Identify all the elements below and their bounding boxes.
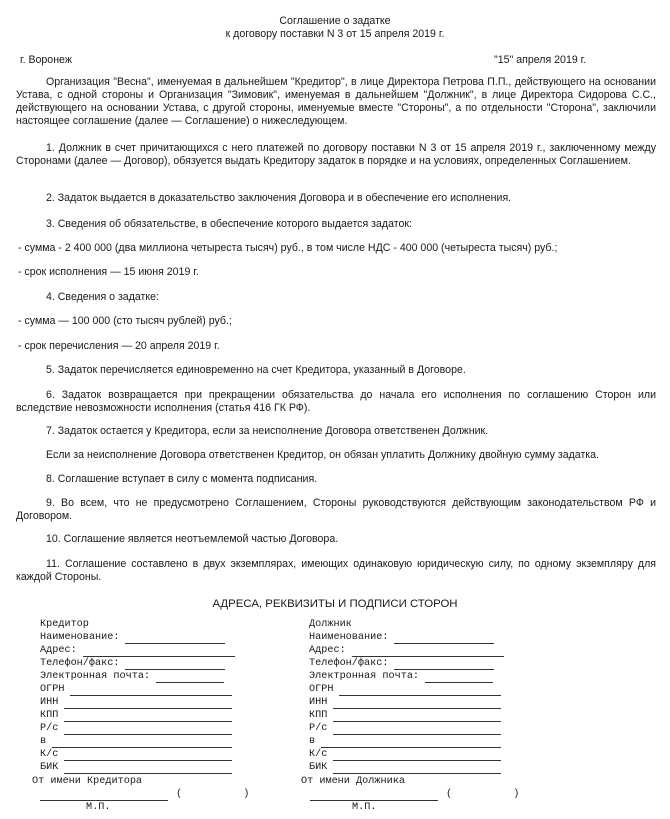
signature-line[interactable] [40, 790, 168, 801]
field-label: Электронная почта: [40, 671, 151, 682]
agreement-date: "15" апреля 2019 г. [494, 54, 587, 66]
clause-5: 5. Задаток перечисляется единовременно на счет Кредитора, указанный в Договоре. [46, 364, 466, 376]
document-subtitle: к договору поставки N 3 от 15 апреля 2019 г. [225, 28, 445, 40]
debtor-requisites [301, 618, 569, 788]
blank-line[interactable] [156, 672, 224, 683]
field-label: Р/с [40, 723, 59, 734]
clause-8: 8. Соглашение вступает в силу с момента подписания. [46, 473, 318, 485]
field-label: КПП [40, 710, 59, 721]
field-label: в [309, 736, 316, 747]
clause-3: 3. Сведения об обязательстве, в обеспечение которого выдается задаток: [46, 218, 412, 230]
clause-11: 11. Соглашение составлено в двух экземплярах, имеющих одинаковую юридическую силу, по одному экземпляру для каждой Стороны. [16, 558, 656, 583]
field-label: Наименование: [309, 632, 389, 643]
requisites-title: АДРЕСА, РЕКВИЗИТЫ И ПОДПИСИ СТОРОН [212, 598, 458, 610]
blank-line[interactable] [394, 633, 494, 644]
creditor-field-row [40, 683, 300, 696]
field-label: Адрес: [40, 645, 77, 656]
signature-name-paren: ( ) [446, 789, 520, 800]
document-title: Соглашение о задатке [279, 15, 391, 27]
clause-3-term: - срок исполнения — 15 июня 2019 г. [18, 266, 199, 278]
creditor-on-behalf: От имени Кредитора [32, 776, 143, 787]
creditor-field-row [40, 657, 300, 670]
debtor-field-row [309, 644, 569, 657]
clause-6: 6. Задаток возвращается при прекращении обязательства до начала его исполнения по соглашению Сторон или вследствие невозможности исполнения (статья 416 ГК РФ). [16, 389, 656, 414]
debtor-field-row [309, 735, 569, 748]
blank-line[interactable] [52, 737, 232, 748]
blank-line[interactable] [83, 646, 235, 657]
field-label: Р/с [309, 723, 328, 734]
clause-10: 10. Соглашение является неотъемлемой частью Договора. [46, 533, 339, 545]
creditor-requisites [32, 618, 300, 788]
debtor-field-row [309, 761, 569, 774]
signature-line[interactable] [310, 790, 438, 801]
field-label: БИК [309, 762, 328, 773]
field-label: ИНН [309, 697, 328, 708]
creditor-field-row [40, 631, 300, 644]
debtor-on-behalf: От имени Должника [301, 776, 405, 787]
debtor-field-row [309, 683, 569, 696]
blank-line[interactable] [125, 633, 225, 644]
field-label: ОГРН [309, 684, 334, 695]
debtor-field-row [309, 631, 569, 644]
creditor-field-row [40, 696, 300, 709]
field-label: БИК [40, 762, 59, 773]
blank-line[interactable] [64, 711, 232, 722]
creditor-field-row [40, 748, 300, 761]
creditor-field-row [40, 735, 300, 748]
debtor-signature [310, 788, 519, 801]
preamble: Организация "Весна", именуемая в дальнейшем "Кредитор", в лице Директора Петрова П.П., действующего на основании Устава, с одной стороны и Организация "Зимовик", именуемая в дальнейшем "Должник", в лице Директора Сидорова С.С., действующего на основании Устава, с другой стороны, именуемые вместе "Стороны", а по отдельности "Сторона", заключили настоящее соглашение (далее — Соглашение) о нижеследующем. [16, 76, 656, 127]
debtor-field-row [309, 722, 569, 735]
debtor-field-row [309, 748, 569, 761]
field-label: К/с [40, 749, 59, 760]
creditor-field-row [40, 670, 300, 683]
creditor-field-row [40, 644, 300, 657]
field-label: КПП [309, 710, 328, 721]
clause-4: 4. Сведения о задатке: [46, 291, 159, 303]
blank-line[interactable] [339, 685, 501, 696]
blank-line[interactable] [321, 737, 501, 748]
clause-4-sum: - сумма — 100 000 (сто тысяч рублей) руб.; [18, 315, 232, 327]
blank-line[interactable] [352, 646, 504, 657]
clause-1: 1. Должник в счет причитающихся с него платежей по договору поставки N 3 от 15 апреля 2019 г., заключенному между Сторонами (далее — Договор), обязуется выдать Кредитору задаток в порядке и на условиях, определенных Соглашением. [16, 142, 656, 167]
clause-3-sum: - сумма - 2 400 000 (два миллиона четыреста тысяч) руб., в том числе НДС - 400 000 (четыреста тысяч) руб.; [18, 242, 558, 254]
blank-line[interactable] [125, 659, 225, 670]
field-label: ИНН [40, 697, 59, 708]
field-label: Телефон/факс: [309, 658, 389, 669]
clause-2: 2. Задаток выдается в доказательство заключения Договора и в обеспечение его исполнения. [46, 192, 512, 204]
blank-line[interactable] [64, 763, 232, 774]
field-label: ОГРН [40, 684, 65, 695]
blank-line[interactable] [64, 750, 232, 761]
field-label: в [40, 736, 47, 747]
blank-line[interactable] [333, 724, 501, 735]
signature-name-paren: ( ) [176, 789, 250, 800]
field-label: К/с [309, 749, 328, 760]
field-label: Наименование: [40, 632, 120, 643]
blank-line[interactable] [70, 685, 232, 696]
blank-line[interactable] [333, 711, 501, 722]
debtor-stamp-label: М.П. [352, 802, 377, 813]
clause-7-extra: Если за неисполнение Договора ответственен Кредитор, он обязан уплатить Должнику двойную сумму задатка. [46, 449, 600, 461]
blank-line[interactable] [64, 724, 232, 735]
blank-line[interactable] [333, 698, 501, 709]
debtor-field-row [309, 670, 569, 683]
field-label: Телефон/факс: [40, 658, 120, 669]
blank-line[interactable] [394, 659, 494, 670]
clause-4-term: - срок перечисления — 20 апреля 2019 г. [18, 340, 220, 352]
blank-line[interactable] [425, 672, 493, 683]
clause-7: 7. Задаток остается у Кредитора, если за неисполнение Договора ответственен Должник. [46, 425, 489, 437]
debtor-heading: Должник [309, 619, 352, 630]
blank-line[interactable] [64, 698, 232, 709]
debtor-field-row [309, 657, 569, 670]
city: г. Воронеж [20, 54, 72, 66]
creditor-heading: Кредитор [40, 619, 89, 630]
creditor-field-row [40, 761, 300, 774]
debtor-field-row [309, 696, 569, 709]
creditor-signature [40, 788, 249, 801]
debtor-field-row [309, 709, 569, 722]
blank-line[interactable] [333, 763, 501, 774]
creditor-field-row [40, 722, 300, 735]
creditor-field-row [40, 709, 300, 722]
field-label: Электронная почта: [309, 671, 420, 682]
creditor-stamp-label: М.П. [86, 802, 111, 813]
field-label: Адрес: [309, 645, 346, 656]
clause-9: 9. Во всем, что не предусмотрено Соглашением, Стороны руководствуются действующим законодательством РФ и Договором. [16, 497, 656, 522]
blank-line[interactable] [333, 750, 501, 761]
